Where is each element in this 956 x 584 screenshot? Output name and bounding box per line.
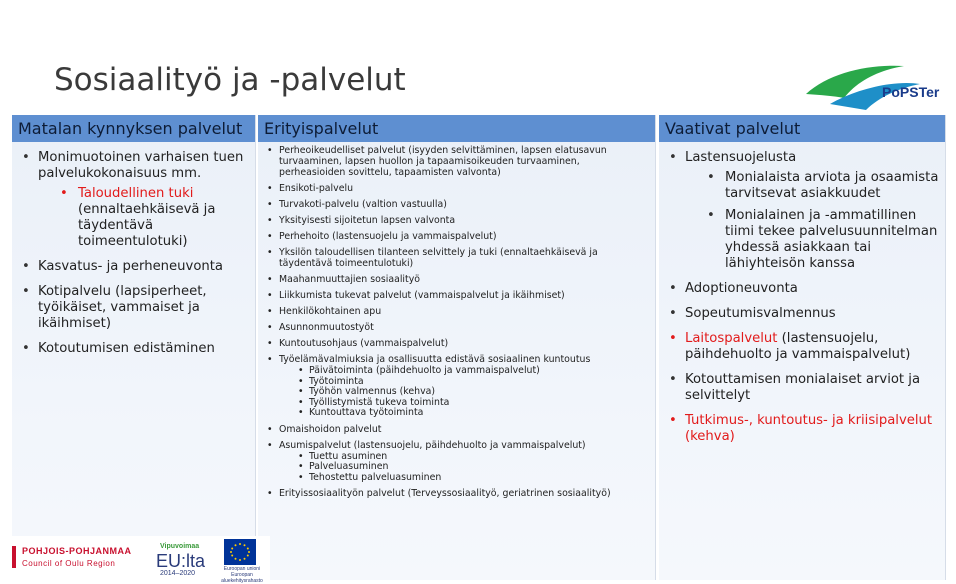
list-item: • Sopeutumisvalmennus — [667, 306, 939, 322]
region-logo-bar — [12, 546, 16, 568]
list-item: • Yksilön taloudellisen tilanteen selvittely ja tuki (ennaltaehkäisevä ja täydentävä toimeentulotuki) — [264, 247, 649, 269]
list-item: • Erityissosiaalityön palvelut (Terveyssosiaalityö, geriatrinen sosiaalityö) — [264, 488, 649, 499]
list-item: • Monialaista arviota ja osaamista tarvitsevat asiakkuudet — [703, 170, 939, 202]
eu-flag-text: Euroopan unioni Euroopan aluekehitysrahasto — [221, 566, 263, 584]
footer-logos — [8, 536, 270, 584]
list-item: • Tuettu asuminen — [295, 452, 649, 463]
column-special — [258, 115, 656, 580]
list-item: • Henkilökohtainen apu — [264, 306, 649, 317]
list-item: • Asumispalvelut (lastensuojelu, päihdehuolto ja vammaispalvelut) • Tuettu asuminen • Palveluasuminen • Tehostettu palveluasuminen — [264, 440, 649, 484]
eu-flag-icon — [224, 539, 256, 565]
list-item: • Kasvatus- ja perheneuvonta — [20, 259, 249, 275]
list-item: • Päivätoiminta (päihdehuolto ja vammaispalvelut) — [295, 366, 649, 377]
special-list — [258, 142, 655, 499]
list-item: • Monialainen ja -ammatillinen tiimi tekee palvelusuunnitelman yhdessä asiakkaan tai lähiyhteisön kanssa — [703, 208, 939, 272]
list-item: • Kotouttamisen monialaiset arviot ja selvittelyt — [667, 372, 939, 404]
region-logo-sub: Council of Oulu Region — [22, 559, 116, 568]
list-item: • Monimuotoinen varhaisen tuen palvelukokonaisuus mm. • Taloudellinen tuki (ennaltaehkäisevä ja täydentävä toimeentulotuki) — [20, 150, 249, 250]
eu-logo-big: EU:lta — [156, 551, 206, 571]
list-item: • Kotipalvelu (lapsiperheet, työikäiset, vammaiset ja ikäihmiset) — [20, 284, 249, 332]
list-item: • Turvakoti-palvelu (valtion vastuulla) — [264, 199, 649, 210]
list-item: • Tehostettu palveluasuminen — [295, 473, 649, 484]
column-low-threshold — [12, 115, 256, 580]
eu-logo-years: 2014–2020 — [160, 570, 196, 577]
list-item: • Yksityisesti sijoitetun lapsen valvonta — [264, 215, 649, 226]
popster-logo-text: PoPSTer — [882, 84, 940, 100]
list-item: • Työhön valmennus (kehva) — [295, 387, 649, 398]
region-logo-name: POHJOIS-POHJANMAA — [22, 546, 132, 556]
page-title: Sosiaalityö ja -palvelut — [54, 62, 406, 98]
list-item: • Omaishoidon palvelut — [264, 424, 649, 435]
list-item: • Perheoikeudelliset palvelut (isyyden selvittäminen, lapsen elatusavun turvaaminen, lapsen huollon ja tapaamisoikeuden turvaaminen, perheasioiden sovittelu, tapaamisten valvonta) — [264, 145, 649, 178]
column-header-low-threshold: Matalan kynnyksen palvelut — [12, 115, 255, 142]
list-item: • Tutkimus-, kuntoutus- ja kriisipalvelut (kehva) — [667, 413, 939, 445]
list-item: • Työllistymistä tukeva toiminta — [295, 398, 649, 409]
list-item: • Työelämävalmiuksia ja osallisuutta edistävä sosiaalinen kuntoutus • Päivätoiminta (päihdehuolto ja vammaispalvelut) • Työtoiminta • Työhön valmennus (kehva) • Työllistymistä tukeva toiminta • Kuntouttava työtoiminta — [264, 354, 649, 419]
list-item: • Kuntoutusohjaus (vammaispalvelut) — [264, 338, 649, 349]
list-item: • Perhehoito (lastensuojelu ja vammaispalvelut) — [264, 231, 649, 242]
list-item: • Työtoiminta — [295, 377, 649, 388]
demanding-list — [659, 142, 945, 445]
list-item: • Adoptioneuvonta — [667, 281, 939, 297]
list-item: • Laitospalvelut (lastensuojelu, päihdehuolto ja vammaispalvelut) — [667, 331, 939, 363]
list-item: • Taloudellinen tuki (ennaltaehkäisevä ja täydentävä toimeentulotuki) — [56, 186, 249, 250]
list-item: • Kotoutumisen edistäminen — [20, 341, 249, 357]
column-header-demanding: Vaativat palvelut — [659, 115, 945, 142]
list-item: • Liikkumista tukevat palvelut (vammaispalvelut ja ikäihmiset) — [264, 290, 649, 301]
column-demanding — [659, 115, 946, 580]
list-item: • Lastensuojelusta • Monialaista arviota ja osaamista tarvitsevat asiakkuudet • Monialainen ja -ammatillinen tiimi tekee palvelusuunnitelman yhdessä asiakkaan tai lähiyhteisön kanssa — [667, 150, 939, 272]
list-item: • Asunnonmuutostyöt — [264, 322, 649, 333]
column-header-special: Erityispalvelut — [258, 115, 655, 142]
low-threshold-list — [12, 142, 255, 357]
list-item: • Maahanmuuttajien sosiaalityö — [264, 274, 649, 285]
list-item: • Ensikoti-palvelu — [264, 183, 649, 194]
list-item: • Palveluasuminen — [295, 462, 649, 473]
eu-logo-small: Vipuvoimaa — [160, 543, 200, 550]
list-item: • Kuntouttava työtoiminta — [295, 408, 649, 419]
